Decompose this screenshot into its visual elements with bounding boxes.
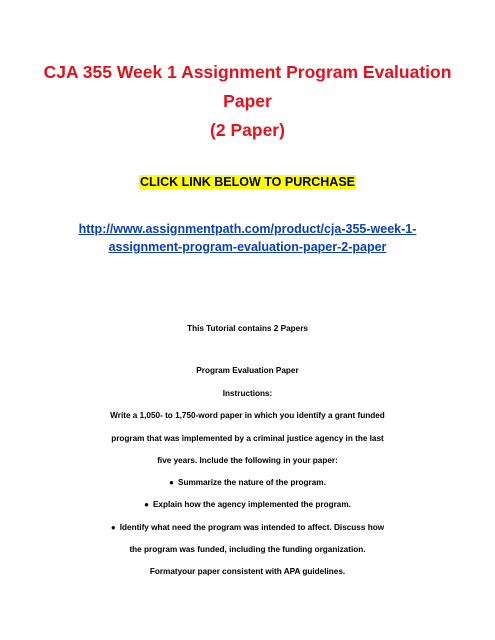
body-line-1: Write a 1,050- to 1,750-word paper in which you identify a grant funded — [110, 411, 385, 420]
body-line-2: program that was implemented by a criminal justice agency in the last — [111, 434, 384, 443]
bullet-item-3 — [0, 522, 495, 533]
bullet-text-2: Explain how the agency implemented the program. — [152, 500, 351, 509]
bullet-item-2 — [0, 499, 495, 510]
product-link-line-2[interactable]: assignment-program-evaluation-paper-2-paper — [108, 240, 387, 254]
product-link-line-1[interactable]: http://www.assignmentpath.com/product/cja-355-week-1- — [78, 222, 417, 236]
bullet-icon: ● — [110, 523, 116, 532]
purchase-callout — [0, 173, 495, 191]
bullet-text-3: Identify what need the program was intended to affect. Discuss how — [119, 523, 385, 532]
section-heading: Program Evaluation Paper — [196, 366, 299, 375]
product-link[interactable] — [20, 220, 475, 256]
bullet-icon: ● — [144, 500, 149, 509]
purchase-label: CLICK LINK BELOW TO PURCHASE — [139, 175, 356, 189]
bullet-item-1 — [0, 477, 495, 488]
bullet-text-1: Summarize the nature of the program. — [177, 478, 326, 487]
bullet-icon: ● — [169, 478, 174, 487]
tail-line-2: Formatyour paper consistent with APA guidelines. — [149, 567, 346, 576]
title-line-1: CJA 355 Week 1 Assignment Program Evaluation Paper — [43, 62, 452, 111]
instructions-label: Instructions: — [222, 389, 273, 398]
tutorial-note: This Tutorial contains 2 Papers — [187, 324, 308, 333]
tail-line-1: the program was funded, including the funding organization. — [129, 545, 366, 554]
title-line-2: (2 Paper) — [210, 120, 285, 140]
document-title — [20, 58, 475, 145]
body-line-3: five years. Include the following in your paper: — [157, 456, 338, 465]
